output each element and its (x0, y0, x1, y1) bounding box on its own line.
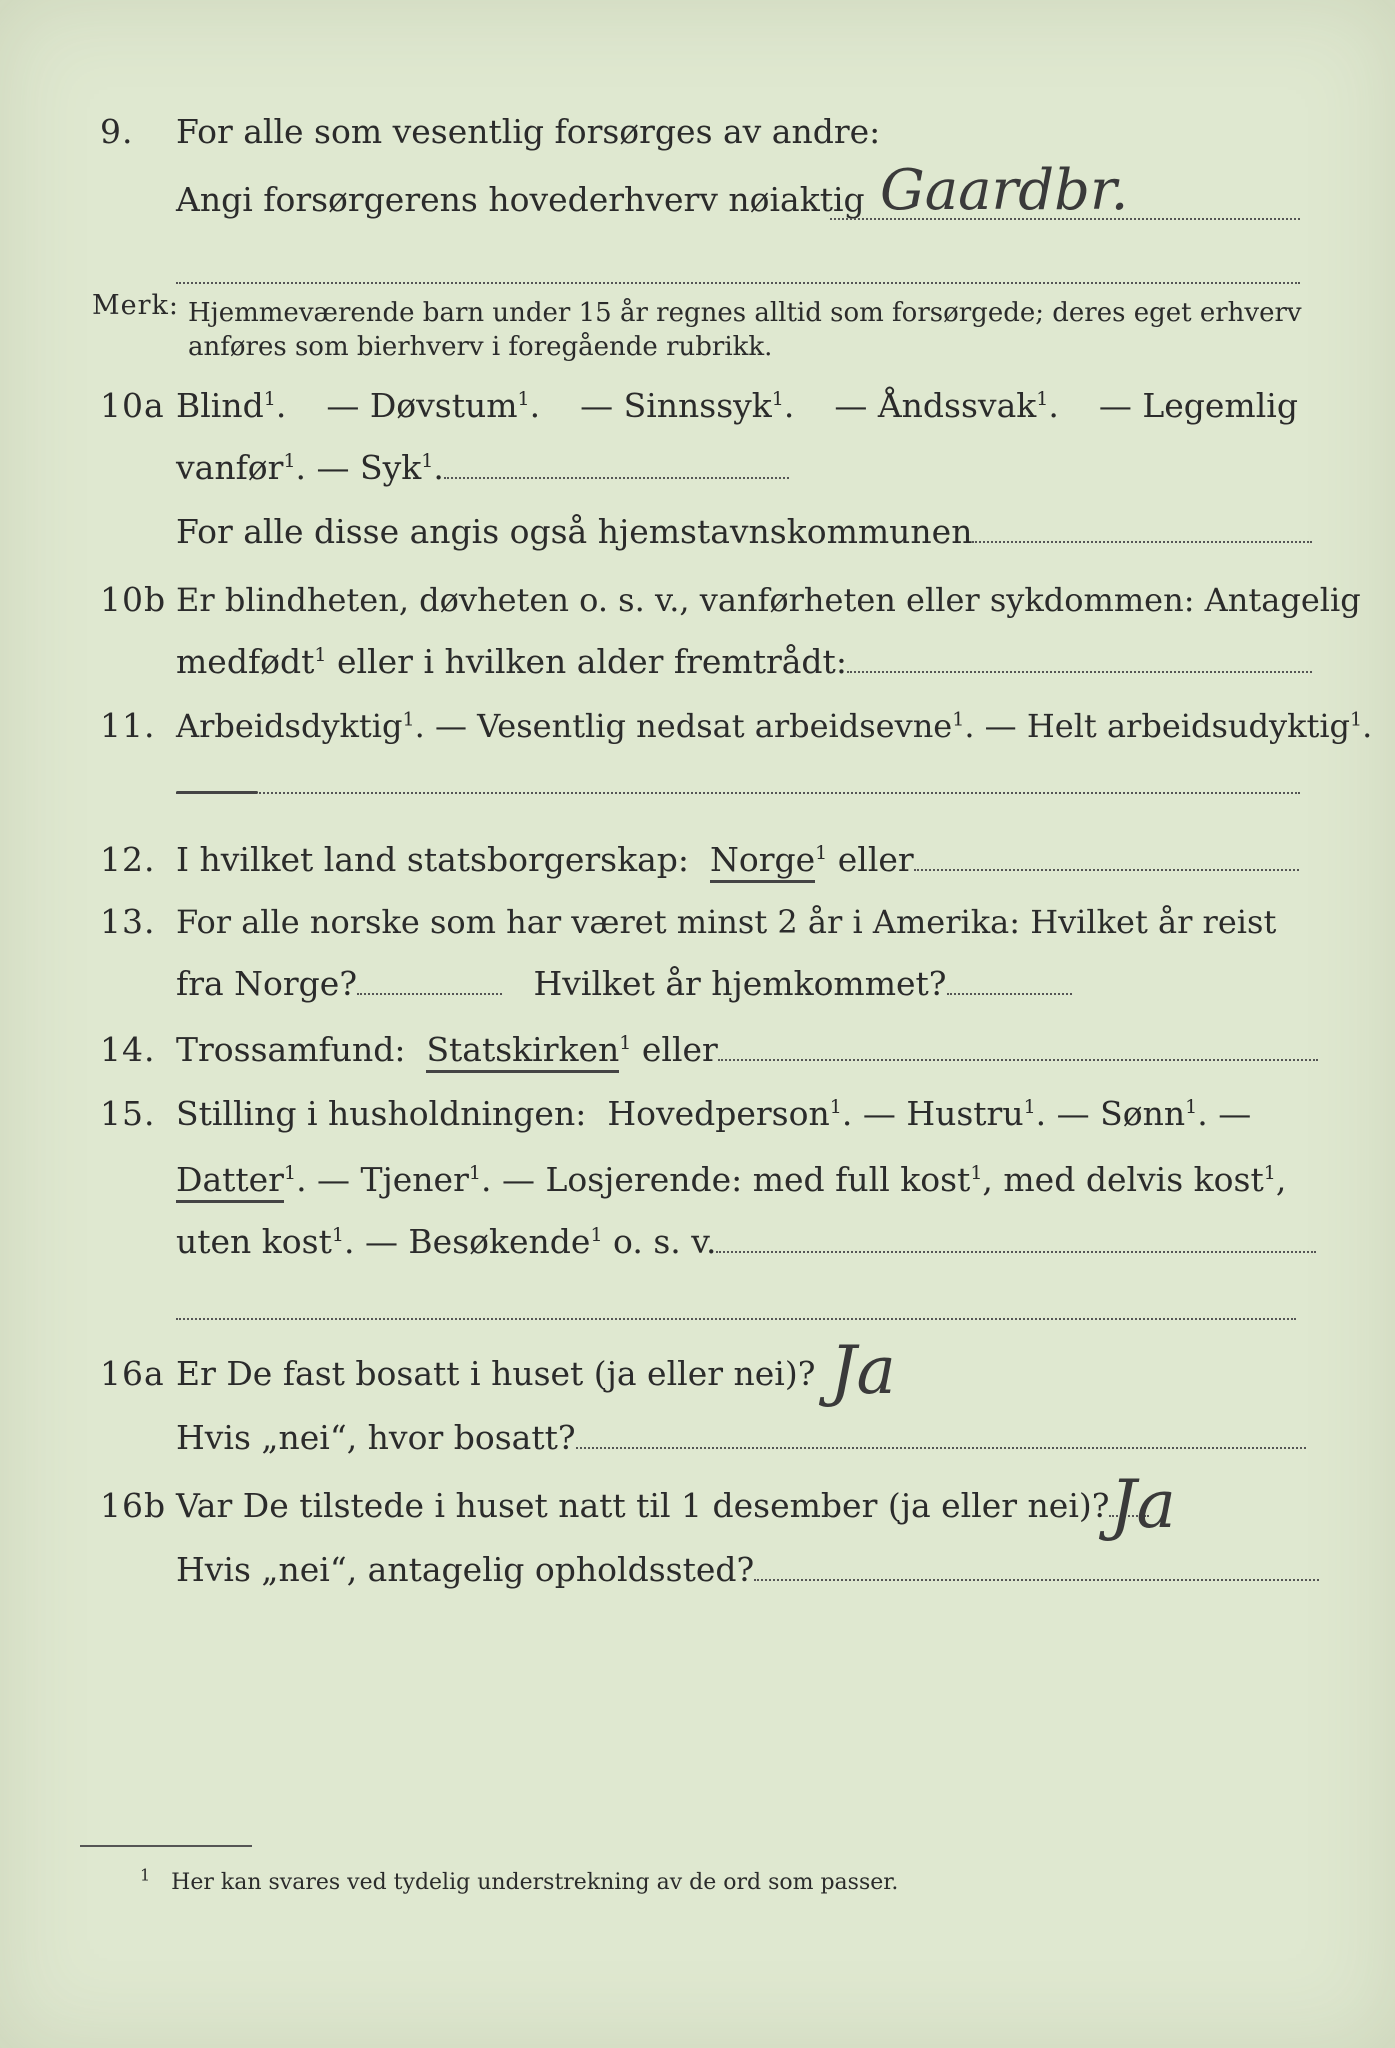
q11-handwritten-underline (176, 791, 258, 794)
q9-number: 9. (100, 112, 134, 151)
q9-handwritten-answer: Gaardbr. (880, 158, 1129, 223)
q13-number: 13. (100, 902, 156, 941)
q10a-andssvak: — Åndssvak$^1$. (834, 386, 1059, 425)
q16b-line2: Hvis „nei“, antagelig opholdssted? (176, 1550, 1319, 1590)
footnote-mark: 1 (140, 1865, 151, 1885)
q10b-line2: medfødt$^1$ eller i hvilken alder fremtrådt: (176, 642, 1312, 682)
q14-number: 14. (100, 1030, 156, 1069)
q10a-line3: For alle disse angis også hjemstavnskommunen (176, 512, 1312, 552)
q15-extra-line (176, 1318, 1296, 1320)
footnote (140, 1865, 899, 1895)
q16b-handwritten-answer: Ja (1110, 1466, 1176, 1543)
q10b-line1: Er blindheten, døvheten o. s. v., vanførheten eller sykdommen: Antagelig (176, 581, 1361, 619)
q12-norge: Norge (710, 840, 815, 883)
q16b-line1: Var De tilstede i huset natt til 1 desember (ja eller nei)? (176, 1486, 1149, 1526)
q10a-legemlig: — Legemlig (1098, 386, 1298, 425)
q10b-number: 10b (100, 580, 167, 619)
q15-number: 15. (100, 1094, 156, 1133)
q16b-number: 16b (100, 1486, 167, 1525)
q10a-dovstum: — Døvstum$^1$. (326, 386, 541, 425)
footnote-text: Her kan svares ved tydelig understrekning av de ord som passer. (171, 1870, 899, 1895)
q14-statskirken: Statskirken (426, 1030, 619, 1073)
q9-extra-line (176, 282, 1300, 284)
q15-line3: uten kost$^1$. — Besøkende$^1$ o. s. v. (176, 1222, 1316, 1262)
q10a-number: 10a (100, 386, 165, 425)
q15-datter: Datter (176, 1160, 284, 1203)
q9-line2: Angi forsørgerens hovederhverv nøiaktig (176, 180, 865, 219)
q12-number: 12. (100, 840, 156, 879)
q12-line: I hvilket land statsborgerskap: Norge$^1$ eller (176, 840, 1299, 883)
q10a-options (176, 386, 1298, 426)
q10a-blind: Blind$^1$. (176, 386, 287, 425)
q15-line1: Stilling i husholdningen: Hovedperson$^1$. — Hustru$^1$. — Sønn$^1$. — (176, 1094, 1252, 1133)
q13-line1: For alle norske som har været minst 2 år i Amerika: Hvilket år reist (176, 903, 1277, 941)
q10a-sinnssyk: — Sinnssyk$^1$. (580, 386, 795, 425)
q13-line2: fra Norge? Hvilket år hjemkommet? (176, 964, 1072, 1004)
q16a-line1: Er De fast bosatt i huset (ja eller nei)? (176, 1354, 816, 1393)
q9-line1: For alle som vesentlig forsørges av andre: (176, 112, 881, 151)
q14-line: Trossamfund: Statskirken$^1$ eller (176, 1030, 1318, 1073)
q11-extra-line (176, 792, 1300, 794)
footnote-rule (80, 1845, 252, 1847)
q15-line2: Datter$^1$. — Tjener$^1$. — Losjerende: med full kost$^1$, med delvis kost$^1$, (176, 1160, 1286, 1203)
q16a-number: 16a (100, 1354, 165, 1393)
q11-line: Arbeidsdyktig$^1$. — Vesentlig nedsat arbeidsevne$^1$. — Helt arbeidsudyktig$^1$. (176, 707, 1373, 745)
q10a-line2: vanfør$^1$. — Syk$^1$. (176, 448, 789, 488)
merk-label: Merk: (92, 290, 179, 321)
merk-line1: Hjemmeværende barn under 15 år regnes alltid som forsørgede; deres eget erhverv (188, 298, 1302, 328)
q16a-handwritten-answer: Ja (830, 1332, 896, 1409)
q11-number: 11. (100, 706, 156, 745)
merk-line2: anføres som bierhverv i foregående rubrikk. (188, 332, 773, 362)
q16a-line2: Hvis „nei“, hvor bosatt? (176, 1418, 1306, 1458)
